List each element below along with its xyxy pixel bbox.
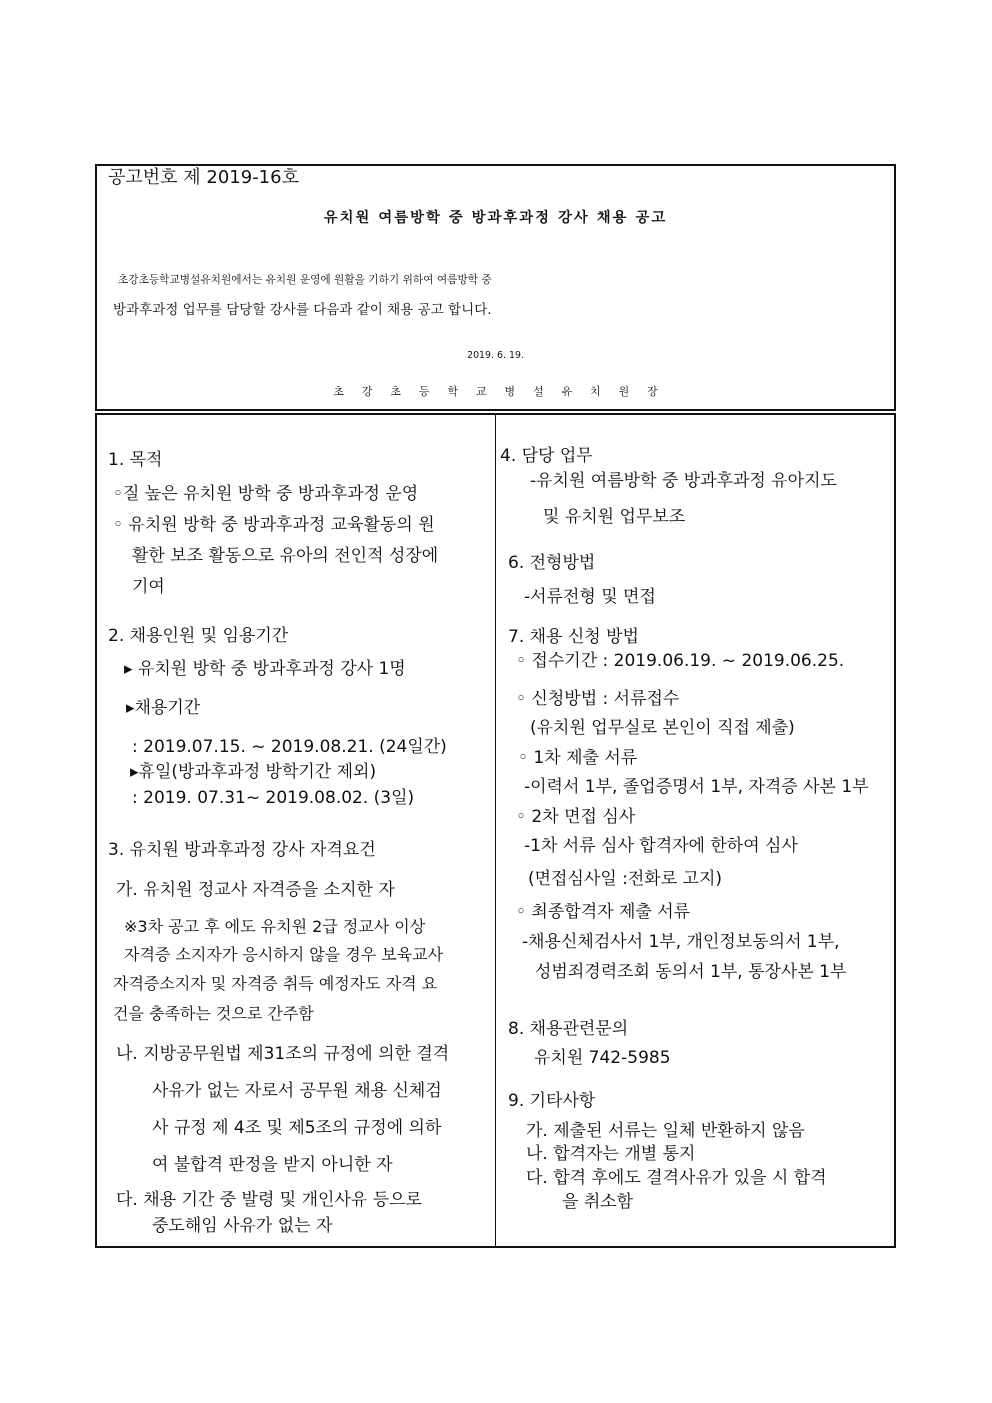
intro-line-2: 방과후과정 업무를 담당할 강사를 다음과 같이 채용 공고 합니다. bbox=[113, 302, 492, 318]
section-3-item-ga: 가. 유치원 정교사 자격증을 소지한 자 bbox=[116, 880, 395, 900]
section-1-item-2-line-2: 활한 보조 활동으로 유아의 전인적 성장에 bbox=[132, 546, 439, 566]
section-2-item-1: ▸ 유치원 방학 중 방과후과정 강사 1명 bbox=[124, 659, 406, 679]
section-4-title: 4. 담당 업무 bbox=[500, 446, 593, 466]
column-divider bbox=[495, 415, 496, 1246]
signer: 초강초등학교병설유치원장 bbox=[333, 385, 676, 398]
section-3-item-na-line-4: 여 불합격 판정을 받지 아니한 자 bbox=[152, 1155, 393, 1175]
section-7-first-line-1: -이력서 1부, 졸업증명서 1부, 자격증 사본 1부 bbox=[524, 777, 869, 797]
section-7-period: ◦ 접수기간 : 2019.06.19. ~ 2019.06.25. bbox=[516, 651, 845, 671]
section-9-item-na: 나. 합격자는 개별 통지 bbox=[526, 1144, 696, 1164]
section-7-first-title: ◦ 1차 제출 서류 bbox=[518, 748, 638, 768]
section-9-item-ga: 가. 제출된 서류는 일체 반환하지 않음 bbox=[526, 1121, 805, 1141]
section-2-item-2: ▸채용기간 bbox=[126, 698, 201, 718]
section-3-note-line-1: ※3차 공고 후 에도 유치원 2급 정교사 이상 bbox=[124, 917, 426, 936]
section-3-item-da-line-1: 다. 채용 기간 중 발령 및 개인사유 등으로 bbox=[116, 1190, 422, 1210]
section-3-item-na-line-1: 나. 지방공무원법 제31조의 규정에 의한 결격 bbox=[116, 1044, 450, 1064]
section-8-title: 8. 채용관련문의 bbox=[508, 1019, 629, 1039]
section-1-item-2-line-3: 기여 bbox=[132, 577, 165, 597]
section-1-item-2-line-1: ◦ 유치원 방학 중 방과후과정 교육활동의 원 bbox=[113, 515, 435, 535]
section-3-title: 3. 유치원 방과후과정 강사 자격요건 bbox=[108, 840, 376, 860]
section-3-item-na-line-3: 사 규정 제 4조 및 제5조의 규정에 의하 bbox=[152, 1118, 442, 1138]
section-3-note-line-4: 건을 충족하는 것으로 간주함 bbox=[113, 1004, 314, 1023]
section-8-line-1: 유치원 742-5985 bbox=[534, 1048, 671, 1068]
section-2-title: 2. 채용인원 및 임용기간 bbox=[108, 626, 289, 646]
section-7-final-line-2: 성범죄경력조회 동의서 1부, 통장사본 1부 bbox=[535, 962, 847, 982]
section-3-note-line-2: 자격증 소지자가 응시하지 않을 경우 보육교사 bbox=[124, 945, 444, 964]
section-2-item-3: ▸휴일(방과후과정 방학기간 제외) bbox=[130, 762, 377, 782]
notice-date: 2019. 6. 19. bbox=[467, 350, 524, 361]
section-9-item-da-line-2: 을 취소함 bbox=[562, 1192, 634, 1212]
intro-line-1: 초강초등학교병설유치원에서는 유치원 운영에 원활을 기하기 위하여 여름방학 중 bbox=[118, 273, 492, 286]
section-3-item-da-line-2: 중도해임 사유가 없는 자 bbox=[152, 1216, 333, 1236]
section-1-item-1: ◦질 높은 유치원 방학 중 방과후과정 운영 bbox=[113, 484, 419, 504]
section-3-note-line-3: 자격증소지자 및 자격증 취득 예정자도 자격 요 bbox=[113, 974, 438, 993]
notice-number: 공고번호 제 2019-16호 bbox=[108, 167, 299, 188]
section-6-line-1: -서류전형 및 면접 bbox=[524, 587, 656, 607]
section-4-line-2: 및 유치원 업무보조 bbox=[543, 507, 686, 527]
section-9-title: 9. 기타사항 bbox=[508, 1091, 596, 1111]
section-7-second-title: ◦ 2차 면접 심사 bbox=[516, 807, 636, 827]
section-7-method-note: (유치원 업무실로 본인이 직접 제출) bbox=[530, 718, 795, 738]
section-7-second-line-1: -1차 서류 심사 합격자에 한하여 심사 bbox=[524, 836, 798, 856]
section-7-method: ◦ 신청방법 : 서류접수 bbox=[516, 689, 680, 709]
section-9-item-da-line-1: 다. 합격 후에도 결격사유가 있을 시 합격 bbox=[526, 1168, 827, 1188]
section-4-line-1: -유치원 여름방학 중 방과후과정 유아지도 bbox=[530, 471, 837, 491]
section-7-final-line-1: -채용신체검사서 1부, 개인정보동의서 1부, bbox=[522, 932, 840, 952]
section-6-title: 6. 전형방법 bbox=[508, 553, 596, 573]
section-2-item-2-value: : 2019.07.15. ~ 2019.08.21. (24일간) bbox=[132, 737, 447, 757]
section-3-item-na-line-2: 사유가 없는 자로서 공무원 채용 신체검 bbox=[152, 1081, 442, 1101]
page-title: 유치원 여름방학 중 방과후과정 강사 채용 공고 bbox=[323, 210, 668, 226]
section-7-second-line-2: (면접심사일 :전화로 고지) bbox=[528, 869, 723, 889]
section-7-final-title: ◦ 최종합격자 제출 서류 bbox=[516, 902, 691, 922]
section-7-title: 7. 채용 신청 방법 bbox=[508, 627, 639, 647]
section-2-item-3-value: : 2019. 07.31~ 2019.08.02. (3일) bbox=[132, 788, 415, 808]
section-1-title: 1. 목적 bbox=[108, 450, 163, 470]
